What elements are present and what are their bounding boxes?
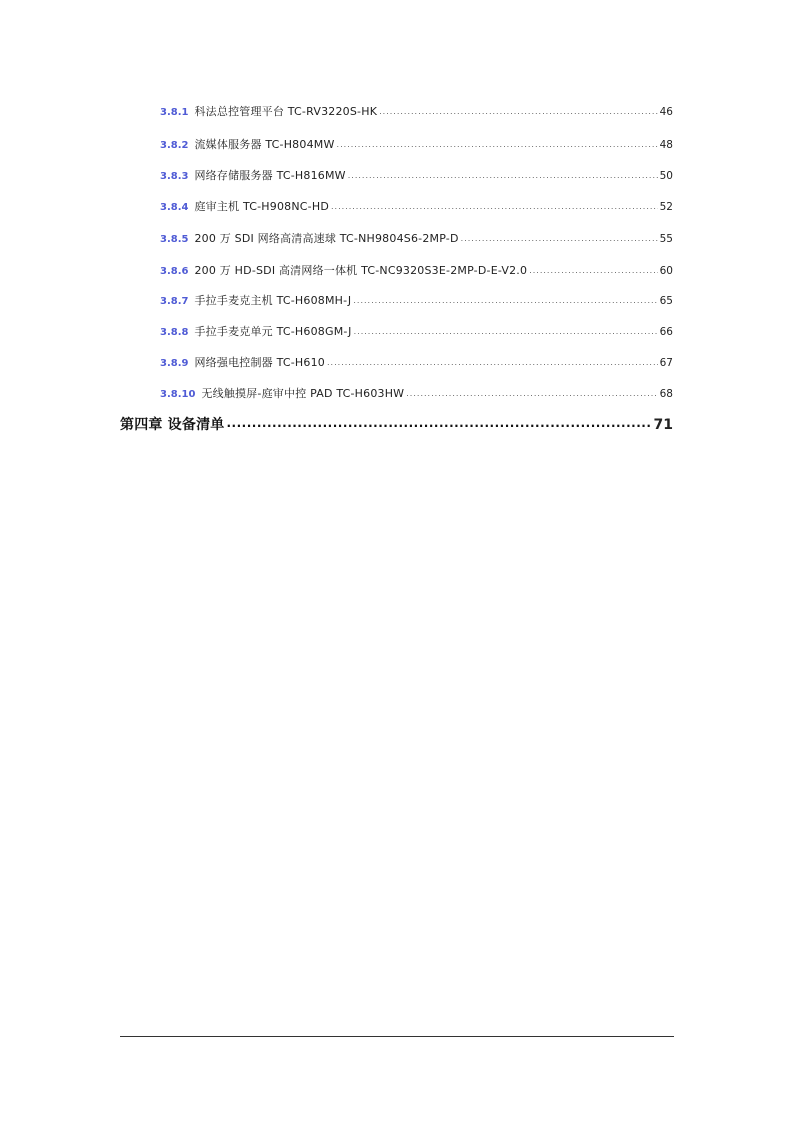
toc-entry-number: 3.8.6: [160, 266, 189, 277]
toc-entry-number: 3.8.5: [160, 234, 189, 245]
toc-entry-number: 3.8.4: [160, 202, 189, 213]
dot-leader: [331, 202, 658, 211]
toc-entry-page: 48: [659, 139, 673, 151]
dot-leader: [226, 416, 651, 430]
toc-entry-3-8-4[interactable]: [160, 198, 673, 214]
toc-entry-number: 3.8.7: [160, 296, 189, 307]
toc-entry-number: 3.8.1: [160, 107, 189, 118]
toc-entry-3-8-3[interactable]: [160, 167, 673, 183]
footer-divider: [120, 1036, 674, 1037]
toc-entry-title: 手拉手麦克单元 TC-H608GM-J: [194, 325, 352, 338]
dot-leader: [353, 296, 657, 305]
toc-entry-number: 3.8.2: [160, 140, 189, 151]
toc-entry-3-8-7[interactable]: [160, 292, 673, 308]
dot-leader: [461, 234, 658, 243]
toc-chapter-4[interactable]: [120, 414, 673, 434]
toc-entry-title: 手拉手麦克主机 TC-H608MH-J: [194, 294, 352, 307]
toc-entry-3-8-10[interactable]: [160, 385, 673, 401]
toc-entry-number: 3.8.9: [160, 358, 189, 369]
toc-entry-page: 68: [659, 388, 673, 400]
toc-entry-title: 200 万 SDI 网络高清高速球 TC-NH9804S6-2MP-D: [194, 232, 459, 245]
toc-entry-page: 65: [659, 295, 673, 307]
toc-chapter-title: 第四章 设备清单: [120, 417, 225, 433]
dot-leader: [354, 327, 658, 336]
toc-entry-page: 52: [659, 201, 673, 213]
toc-entry-title: 无线触摸屏-庭审中控 PAD TC-H603HW: [201, 387, 405, 400]
dot-leader: [327, 358, 658, 367]
dot-leader: [406, 389, 657, 398]
toc-entry-title: 网络强电控制器 TC-H610: [194, 356, 325, 369]
toc-entry-3-8-9[interactable]: [160, 354, 673, 370]
toc-entry-page: 66: [659, 326, 673, 338]
toc-entry-title: 庭审主机 TC-H908NC-HD: [194, 200, 329, 213]
toc-entry-3-8-6[interactable]: [160, 262, 673, 278]
toc-entry-page: 60: [659, 265, 673, 277]
toc-entry-title: 网络存储服务器 TC-H816MW: [194, 169, 346, 182]
toc-entry-page: 67: [659, 357, 673, 369]
dot-leader: [337, 140, 658, 149]
toc-entry-3-8-5[interactable]: [160, 230, 673, 246]
toc-entry-3-8-2[interactable]: [160, 136, 673, 152]
dot-leader: [379, 107, 658, 116]
dot-leader: [348, 171, 658, 180]
toc-entry-page: 46: [659, 106, 673, 118]
toc-chapter-page: 71: [653, 417, 673, 433]
toc-entry-title: 流媒体服务器 TC-H804MW: [194, 138, 335, 151]
toc-entry-title: 200 万 HD-SDI 高清网络一体机 TC-NC9320S3E-2MP-D-E-V2.0: [194, 264, 528, 277]
toc-entry-number: 3.8.8: [160, 327, 189, 338]
toc-entry-3-8-8[interactable]: [160, 323, 673, 339]
toc-entry-number: 3.8.3: [160, 171, 189, 182]
toc-entry-3-8-1[interactable]: [160, 103, 673, 119]
toc-entry-number: 3.8.10: [160, 389, 196, 400]
dot-leader: [529, 266, 657, 275]
toc-entry-page: 55: [659, 233, 673, 245]
toc-entry-title: 科法总控管理平台 TC-RV3220S-HK: [194, 105, 378, 118]
toc-entry-page: 50: [659, 170, 673, 182]
